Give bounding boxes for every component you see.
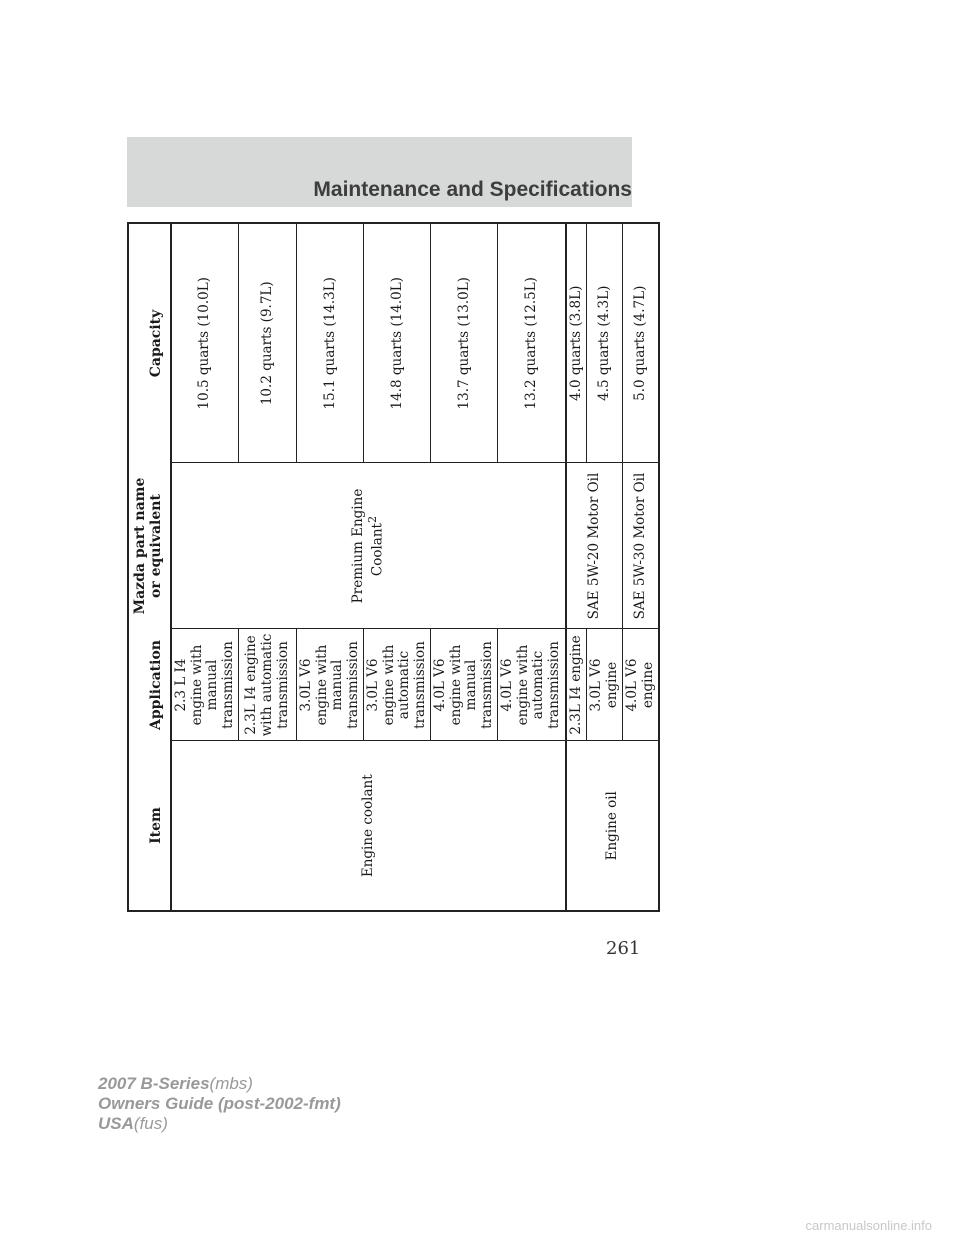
application-cell: 3.0L V6 engine xyxy=(587,629,623,741)
column-header-capacity: Capacity xyxy=(128,223,171,463)
part-name-oil-5w20: SAE 5W-20 Motor Oil xyxy=(566,463,623,629)
footer-line-2: Owners Guide (post-2002-fmt) xyxy=(98,1094,341,1113)
application-cell: 2.3L I4 engine xyxy=(566,629,587,741)
application-cell: 2.3L I4 engine with automatic transmission xyxy=(239,629,297,741)
part-name-coolant xyxy=(171,463,565,629)
table-row xyxy=(566,223,587,911)
footnote-marker: 2 xyxy=(365,515,379,524)
capacity-cell: 4.5 quarts (4.3L) xyxy=(587,223,623,463)
item-engine-coolant: Engine coolant xyxy=(171,741,565,911)
capacity-cell: 13.7 quarts (13.0L) xyxy=(431,223,498,463)
application-cell: 4.0L V6 engine with manual transmission xyxy=(431,629,498,741)
column-header-part-name: Mazda part name or equivalent xyxy=(128,463,171,629)
footer-market: USA xyxy=(98,1114,134,1133)
table-header-row xyxy=(128,223,171,911)
section-title: Maintenance and Specifications xyxy=(313,178,632,201)
capacity-cell: 10.5 quarts (10.0L) xyxy=(171,223,239,463)
item-engine-oil: Engine oil xyxy=(566,741,660,911)
capacity-cell: 5.0 quarts (4.7L) xyxy=(631,285,648,401)
capacity-cell: 14.8 quarts (14.0L) xyxy=(364,223,431,463)
application-cell: 3.0L V6 engine with automatic transmission xyxy=(364,629,431,741)
capacity-cell: 13.2 quarts (12.5L) xyxy=(498,223,566,463)
watermark: carmanualsonline.info xyxy=(805,1218,932,1233)
spec-table-container xyxy=(127,224,656,912)
document-footer xyxy=(98,1074,341,1134)
application-cell: 4.0L V6 engine xyxy=(623,629,660,741)
footer-line-1 xyxy=(98,1074,341,1094)
footer-line-3 xyxy=(98,1114,341,1134)
column-header-item: Item xyxy=(128,741,171,911)
footer-market-code: (fus) xyxy=(133,1114,168,1133)
column-header-application: Application xyxy=(128,629,171,741)
capacity-cell: 15.1 quarts (14.3L) xyxy=(297,223,364,463)
application-cell: 3.0L V6 engine with manual transmission xyxy=(297,629,364,741)
application-cell: 2.3 L I4 engine with manual transmission xyxy=(171,629,239,741)
application-cell: 4.0L V6 engine with automatic transmission xyxy=(498,629,566,741)
footer-model-code: (mbs) xyxy=(209,1074,253,1093)
footer-model: 2007 B-Series xyxy=(98,1074,210,1093)
part-name-oil-5w30: SAE 5W-30 Motor Oil xyxy=(623,463,660,629)
page-number: 261 xyxy=(606,938,641,959)
part-name-coolant-text: Premium Engine Coolant xyxy=(350,488,386,604)
capacity-spec-table xyxy=(127,222,660,912)
rotated-table-frame xyxy=(127,224,656,912)
capacity-cell: 4.0 quarts (3.8L) xyxy=(566,223,587,463)
capacity-cell: 10.2 quarts (9.7L) xyxy=(239,223,297,463)
table-row xyxy=(171,223,239,911)
